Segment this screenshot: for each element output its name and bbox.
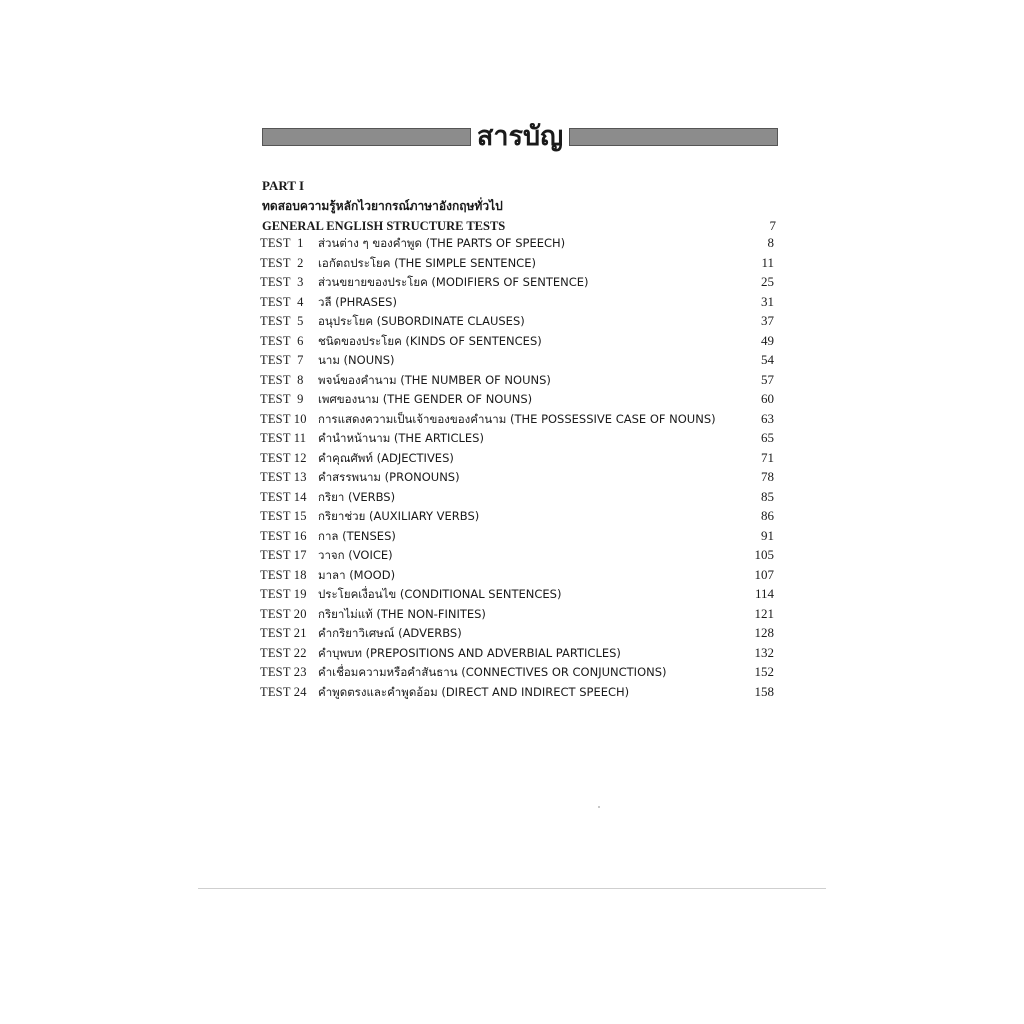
toc-entry-title: กาล (TENSES) [318, 528, 396, 543]
toc-entry-title: การแสดงความเป็นเจ้าของของคำนาม (THE POSSESSIVE CASE OF NOUNS) [318, 411, 716, 426]
toc-entry-label: TEST 24 [260, 684, 307, 699]
toc-entry-label: TEST 23 [260, 665, 307, 679]
toc-entry-title: ส่วนต่าง ๆ ของคำพูด (THE PARTS OF SPEECH) [318, 236, 566, 250]
toc-entry-page: 8 [767, 235, 774, 250]
toc-entry [260, 311, 780, 331]
toc-entry-title: ชนิดของประโยค (KINDS OF SENTENCES) [318, 333, 542, 348]
toc-entry [260, 448, 780, 468]
toc-entry [260, 487, 780, 507]
toc-entry-label: TEST 15 [260, 509, 307, 523]
toc-entry-title: อนุประโยค (SUBORDINATE CLAUSES) [318, 314, 525, 328]
part-general-heading: GENERAL ENGLISH STRUCTURE TESTS [262, 219, 506, 233]
toc-entry-page: 57 [761, 371, 774, 387]
part-label: PART I [262, 178, 305, 193]
toc-entry-title: ส่วนขยายของประโยค (MODIFIERS OF SENTENCE) [318, 275, 589, 289]
toc-entry-title: เอกัตถประโยค (THE SIMPLE SENTENCE) [318, 255, 536, 270]
toc-entry [260, 409, 780, 429]
toc-entry-title: เพศของนาม (THE GENDER OF NOUNS) [318, 392, 533, 406]
toc-entry [260, 350, 780, 370]
toc-entry-label: TEST 7 [260, 353, 304, 367]
toc-entry [260, 623, 780, 643]
toc-entry [260, 584, 780, 604]
toc-entry-label: TEST 14 [260, 489, 307, 504]
toc-entry-page: 11 [761, 254, 774, 270]
toc-entry-page: 65 [761, 430, 774, 445]
part-thai-heading: ทดสอบความรู้หลักไวยากรณ์ภาษาอังกฤษทั่วไป [262, 199, 503, 213]
part-general-page: 7 [769, 218, 776, 233]
toc-entry-page: 25 [761, 274, 774, 289]
toc-entry-title: วาจก (VOICE) [318, 548, 393, 562]
toc-entry [260, 370, 780, 390]
toc-entry [260, 253, 780, 273]
title-bar-left [262, 128, 471, 146]
toc-entry-label: TEST 6 [260, 333, 304, 348]
toc-entry-page: 86 [761, 508, 774, 523]
toc-entry-title: คำเชื่อมความหรือคำสันธาน (CONNECTIVES OR CONJUNCTIONS) [318, 665, 667, 679]
title-banner [262, 120, 778, 154]
toc-entry-label: TEST 2 [260, 255, 304, 270]
toc-entry-label: TEST 16 [260, 528, 307, 543]
table-of-contents [260, 233, 780, 701]
toc-entry-page: 71 [761, 449, 774, 465]
toc-entry [260, 272, 780, 292]
title-bar-right [569, 128, 778, 146]
toc-entry [260, 604, 780, 624]
toc-entry-label: TEST 20 [260, 606, 307, 621]
toc-entry-page: 121 [754, 605, 774, 621]
toc-entry-page: 152 [754, 664, 774, 679]
part-header [262, 176, 782, 236]
toc-entry-page: 85 [761, 488, 774, 504]
toc-entry-title: พจน์ของคำนาม (THE NUMBER OF NOUNS) [318, 372, 551, 387]
toc-entry [260, 467, 780, 487]
toc-entry-title: กริยาไม่แท้ (THE NON-FINITES) [318, 606, 486, 621]
toc-entry [260, 428, 780, 448]
toc-entry-page: 132 [754, 644, 774, 660]
toc-entry-title: วลี (PHRASES) [318, 294, 397, 309]
toc-entry-title: กริยา (VERBS) [318, 489, 396, 504]
toc-entry-page: 60 [761, 391, 774, 406]
toc-entry-label: TEST 8 [260, 372, 304, 387]
toc-entry-label: TEST 17 [260, 548, 307, 562]
toc-entry-page: 105 [754, 547, 774, 562]
toc-entry-title: คำบุพบท (PREPOSITIONS AND ADVERBIAL PARTICLES) [318, 645, 621, 660]
toc-entry-page: 54 [761, 352, 774, 367]
toc-entry-label: TEST 18 [260, 567, 307, 582]
toc-entry-label: TEST 12 [260, 450, 307, 465]
toc-entry [260, 233, 780, 253]
toc-entry [260, 662, 780, 682]
toc-entry [260, 331, 780, 351]
toc-entry [260, 526, 780, 546]
toc-entry-title: คำพูดตรงและคำพูดอ้อม (DIRECT AND INDIRECT SPEECH) [318, 684, 630, 699]
toc-entry-page: 31 [761, 293, 774, 309]
toc-entry-page: 114 [754, 586, 774, 601]
toc-entry-label: TEST 9 [260, 392, 304, 406]
toc-entry [260, 565, 780, 585]
toc-entry-label: TEST 4 [260, 294, 304, 309]
toc-entry-page: 78 [761, 469, 774, 484]
toc-entry [260, 506, 780, 526]
page-title: สารบัญ [476, 121, 564, 152]
toc-entry-page: 158 [754, 683, 774, 699]
toc-entry-page: 49 [761, 332, 774, 348]
toc-entry-title: คำสรรพนาม (PRONOUNS) [318, 470, 460, 484]
toc-entry-title: ประโยคเงื่อนไข (CONDITIONAL SENTENCES) [318, 587, 562, 601]
toc-entry-label: TEST 1 [260, 236, 304, 250]
toc-entry-page: 107 [754, 566, 774, 582]
toc-entry-title: คำคุณศัพท์ (ADJECTIVES) [318, 450, 454, 465]
toc-entry-label: TEST 21 [260, 626, 307, 640]
toc-entry [260, 545, 780, 565]
toc-entry-page: 91 [761, 527, 774, 543]
toc-entry-label: TEST 19 [260, 587, 307, 601]
scan-edge-line [198, 888, 826, 889]
toc-entry-label: TEST 10 [260, 411, 307, 426]
toc-entry [260, 643, 780, 663]
toc-entry-title: นาม (NOUNS) [318, 353, 395, 367]
toc-entry-title: คำนำหน้านาม (THE ARTICLES) [318, 431, 484, 445]
toc-entry [260, 682, 780, 702]
toc-entry-title: กริยาช่วย (AUXILIARY VERBS) [318, 509, 480, 523]
toc-entry-label: TEST 3 [260, 275, 304, 289]
toc-entry-label: TEST 22 [260, 645, 307, 660]
toc-entry-page: 63 [761, 410, 774, 426]
scan-speck [598, 806, 600, 808]
toc-entry [260, 389, 780, 409]
toc-entry-page: 128 [754, 625, 774, 640]
toc-entry-page: 37 [761, 313, 774, 328]
toc-entry-title: คำกริยาวิเศษณ์ (ADVERBS) [318, 626, 462, 640]
toc-entry [260, 292, 780, 312]
toc-entry-title: มาลา (MOOD) [318, 567, 396, 582]
toc-entry-label: TEST 13 [260, 470, 307, 484]
toc-entry-label: TEST 5 [260, 314, 304, 328]
toc-entry-label: TEST 11 [260, 431, 307, 445]
